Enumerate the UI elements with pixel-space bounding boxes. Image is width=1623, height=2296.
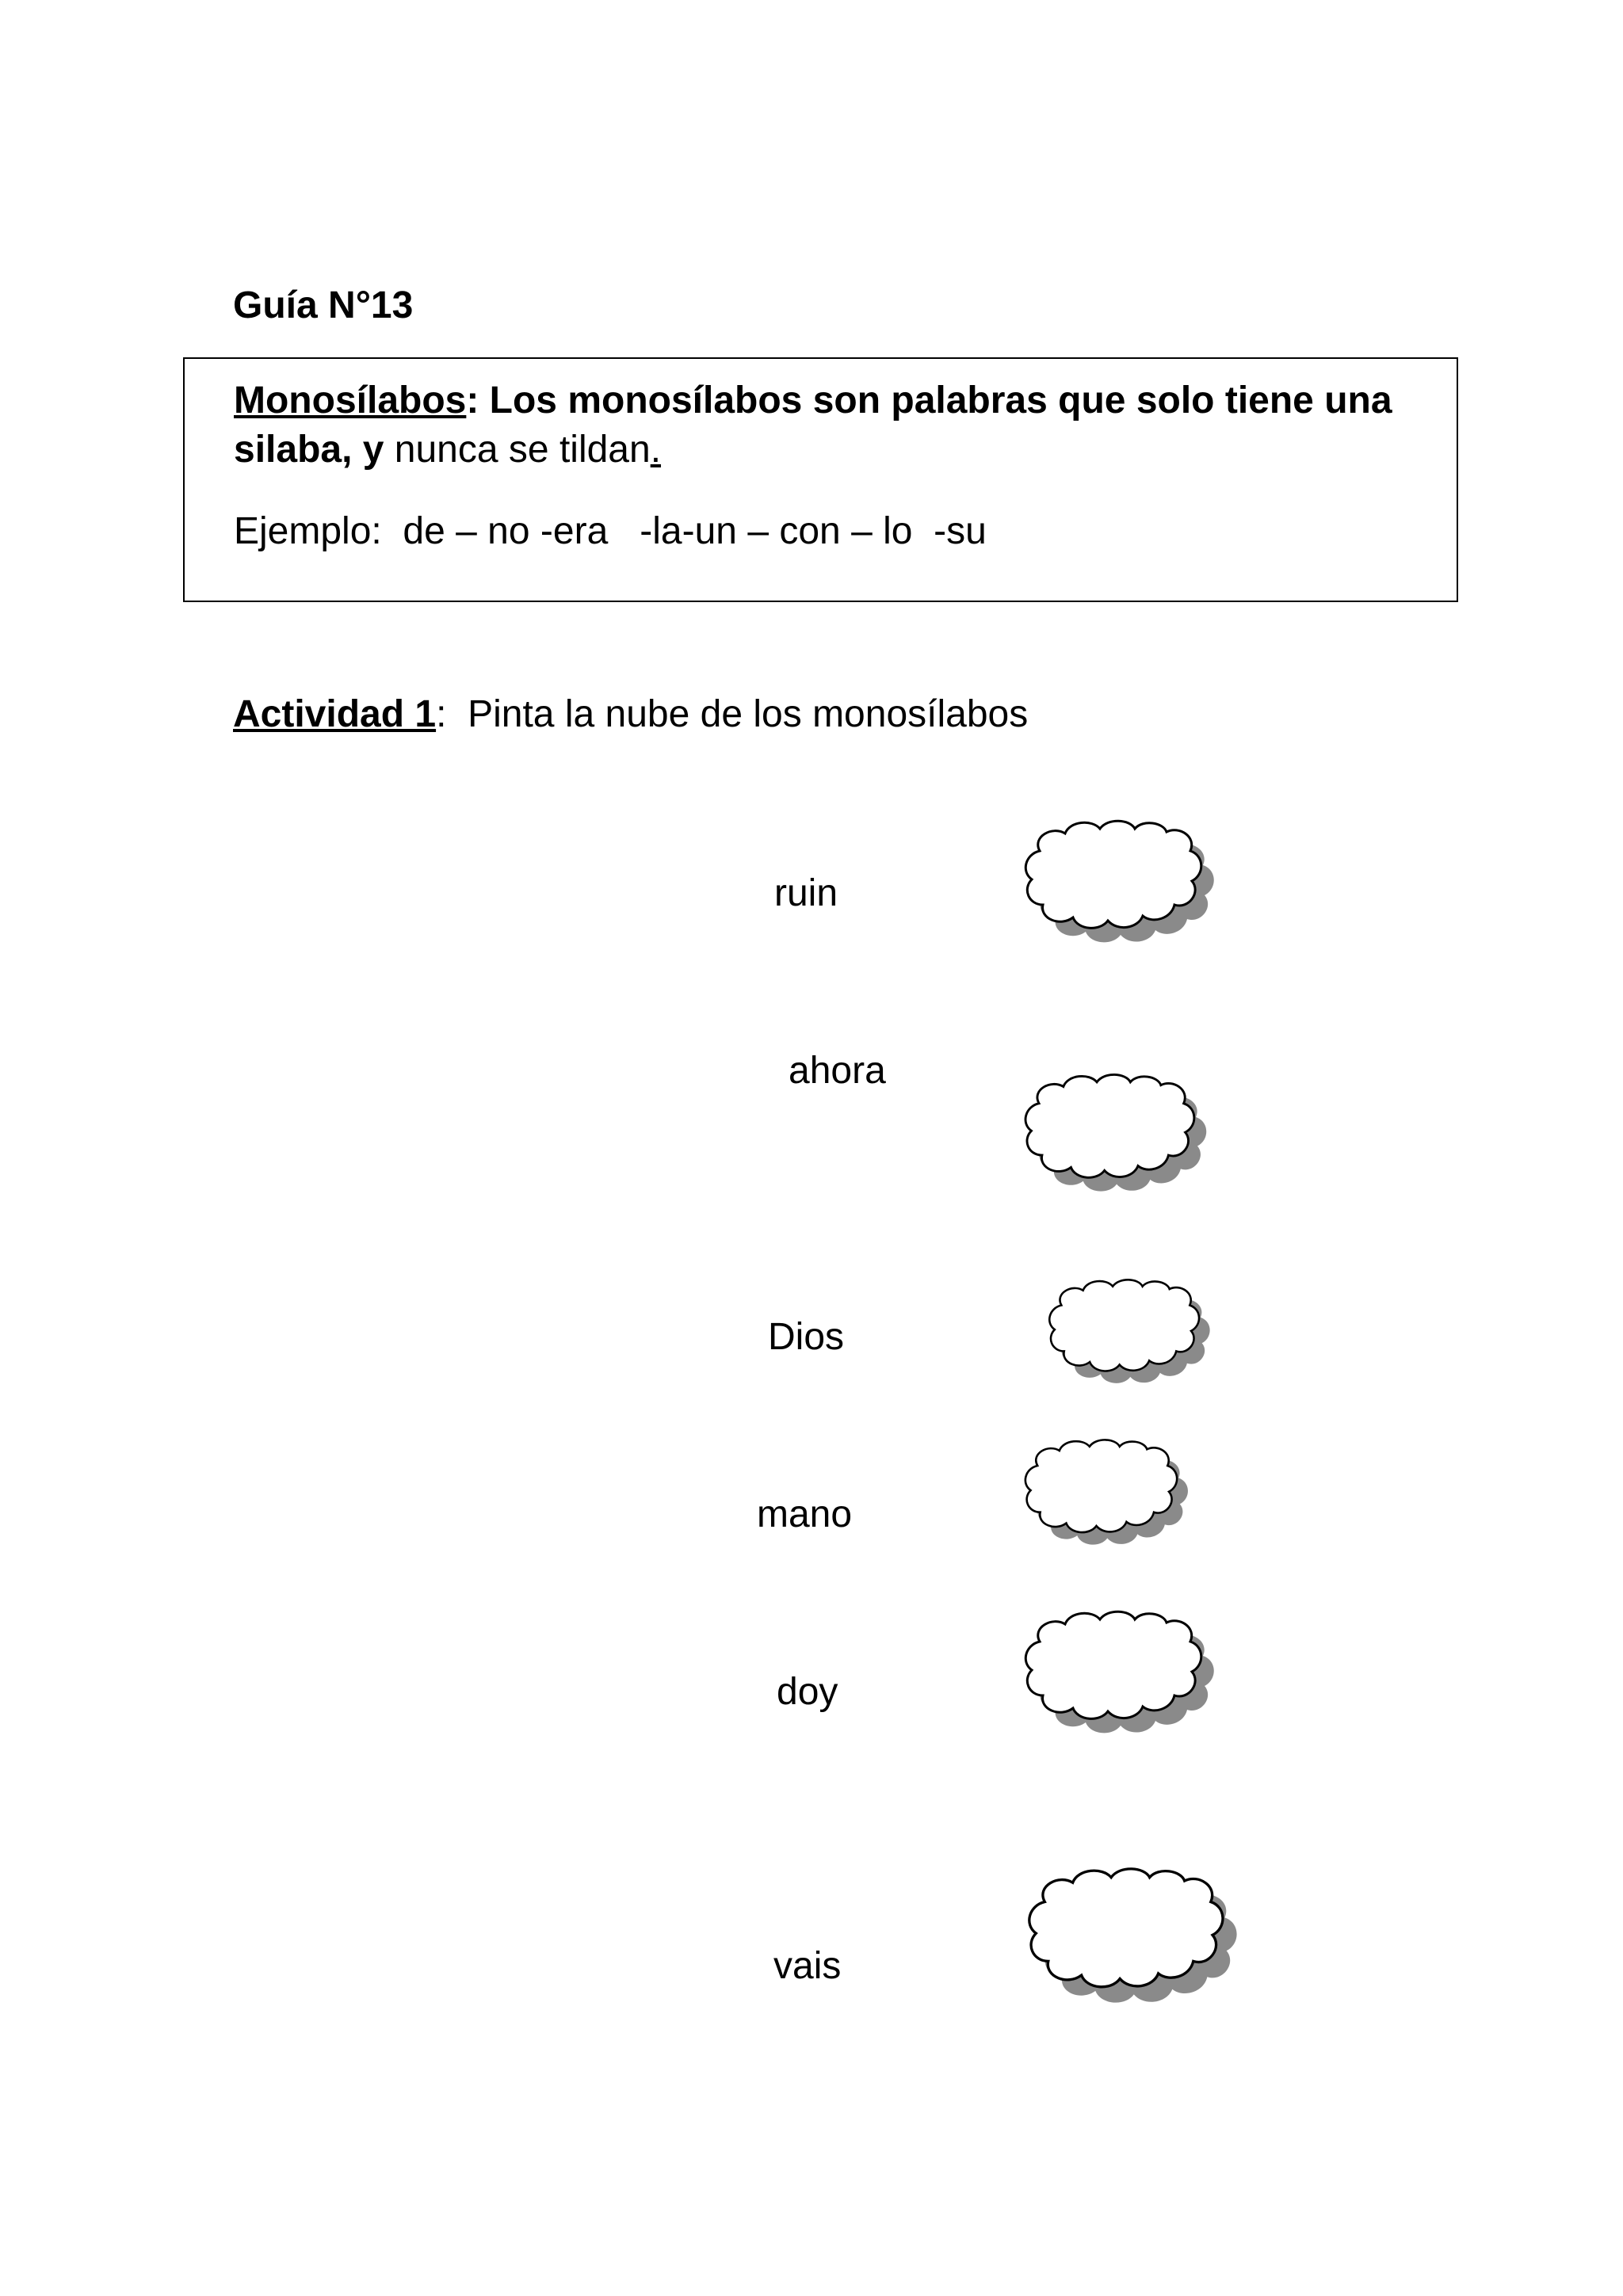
activity-label: Actividad 1: [233, 693, 437, 735]
word-ahora: ahora: [789, 1050, 886, 1092]
cloud-icon[interactable]: [1021, 1070, 1216, 1204]
word-mano: mano: [757, 1493, 853, 1535]
definition-bold-text: : Los monosílabos son palabras que solo tiene una silaba, y: [234, 379, 1392, 471]
page-title: Guía N°13: [233, 284, 414, 326]
example-line: Ejemplo: de – no -era -la-un – con – lo -su: [234, 510, 987, 552]
cloud-icon[interactable]: [1044, 1276, 1219, 1394]
definition-term: Monosílabos: [234, 379, 467, 421]
word-ruin: ruin: [774, 872, 838, 914]
definition-plain-text: nunca se tildan: [384, 429, 651, 471]
activity-instruction: [233, 693, 1029, 735]
cloud-icon[interactable]: [1021, 816, 1224, 955]
cloud-icon[interactable]: [1021, 1436, 1197, 1556]
word-doy: doy: [777, 1671, 838, 1713]
word-dios: Dios: [768, 1316, 845, 1358]
cloud-icon[interactable]: [1021, 1607, 1224, 1746]
definition-box: [183, 357, 1458, 602]
cloud-icon[interactable]: [1021, 1863, 1251, 2017]
word-vais: vais: [773, 1945, 842, 1987]
definition-period: .: [650, 429, 662, 471]
definition-text: [234, 376, 1423, 475]
activity-text: : Pinta la nube de los monosílabos: [436, 693, 1029, 735]
